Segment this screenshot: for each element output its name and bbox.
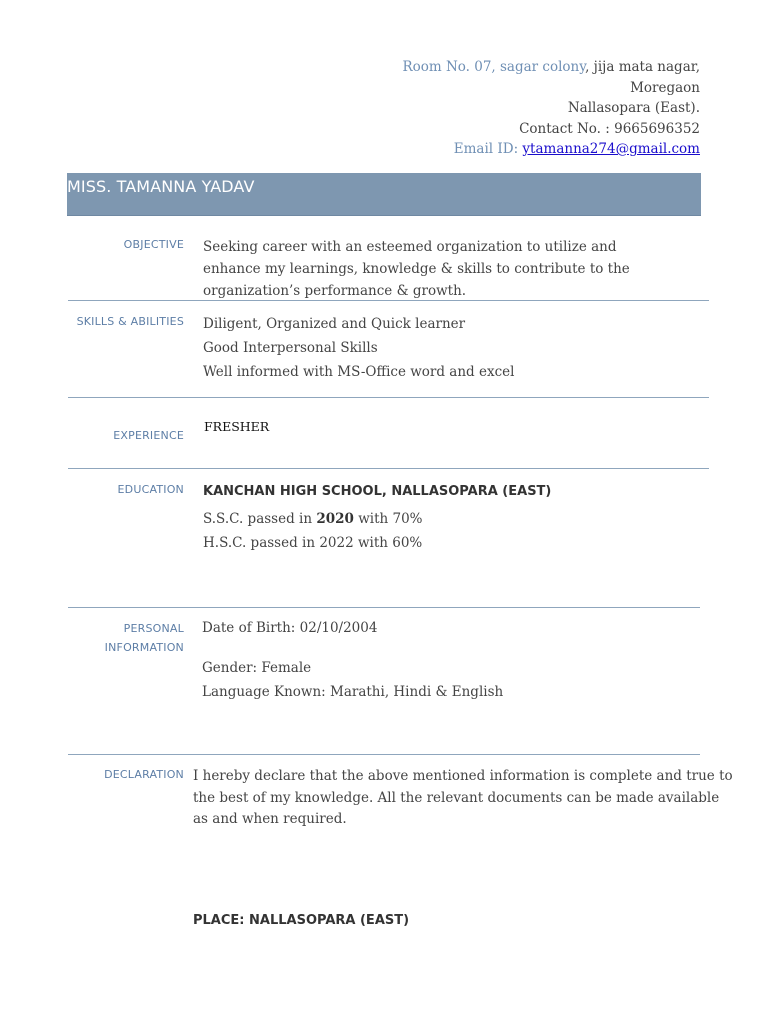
- section-divider: [68, 300, 709, 301]
- address-line-2: Moregaon: [630, 79, 700, 96]
- objective-text: [203, 236, 630, 302]
- objective-line: Seeking career with an esteemed organization to utilize and: [203, 239, 617, 255]
- contact-number: Contact No. : 9665696352: [519, 120, 700, 137]
- personal-label-line-1: PERSONAL: [123, 622, 184, 635]
- experience-value: FRESHER: [204, 419, 270, 434]
- declaration-label: DECLARATION: [104, 768, 184, 781]
- name-banner: [67, 173, 701, 216]
- address-line-1-rest: , jija mata nagar,: [585, 59, 700, 75]
- section-divider: [68, 468, 709, 469]
- personal-details: [202, 656, 503, 704]
- gender: Gender: Female: [202, 660, 312, 676]
- address-line-1-highlight: Room No. 07, sagar colony: [402, 59, 586, 75]
- ssc-suffix: with 70%: [353, 511, 423, 527]
- place: PLACE: NALLASOPARA (EAST): [193, 913, 410, 928]
- email-line: [402, 139, 700, 160]
- objective-line: organization’s performance & growth.: [203, 283, 467, 299]
- experience-label: EXPERIENCE: [113, 429, 184, 442]
- education-label: EDUCATION: [117, 483, 184, 496]
- declaration-text: [193, 766, 733, 831]
- hsc-line: H.S.C. passed in 2022 with 60%: [203, 535, 423, 551]
- section-divider: [68, 754, 700, 755]
- ssc-line: [203, 507, 423, 531]
- skill-item: Good Interpersonal Skills: [203, 340, 378, 356]
- objective-label: OBJECTIVE: [123, 238, 184, 251]
- school-name: KANCHAN HIGH SCHOOL, NALLASOPARA (EAST): [203, 484, 552, 499]
- skill-item: Diligent, Organized and Quick learner: [203, 316, 466, 332]
- ssc-year: 2020: [316, 511, 354, 527]
- candidate-name: MISS. TAMANNA YADAV: [67, 177, 255, 196]
- declaration-line: as and when required.: [193, 811, 347, 827]
- ssc-prefix: S.S.C. passed in: [203, 511, 317, 527]
- skills-list: [203, 312, 514, 384]
- email-label: Email ID:: [453, 141, 523, 157]
- section-divider: [68, 397, 709, 398]
- skill-item: Well informed with MS-Office word and excel: [203, 364, 515, 380]
- address-line-3: Nallasopara (East).: [567, 100, 700, 116]
- personal-label-line-2: INFORMATION: [104, 641, 184, 654]
- declaration-line: the best of my knowledge. All the relevant documents can be made available: [193, 789, 720, 806]
- address-line-1: [402, 57, 700, 78]
- skills-label: SKILLS & ABILITIES: [76, 315, 184, 328]
- education-details: [203, 507, 423, 555]
- languages-known: Language Known: Marathi, Hindi & English: [202, 684, 504, 700]
- objective-line: enhance my learnings, knowledge & skills to contribute to the: [203, 261, 630, 277]
- declaration-line: I hereby declare that the above mentioned information is complete and true to: [193, 768, 733, 784]
- personal-label: [105, 619, 184, 657]
- email-link[interactable]: ytamanna274@gmail.com: [522, 141, 700, 157]
- section-divider: [68, 607, 700, 608]
- date-of-birth: Date of Birth: 02/10/2004: [202, 620, 378, 636]
- contact-block: [402, 57, 700, 160]
